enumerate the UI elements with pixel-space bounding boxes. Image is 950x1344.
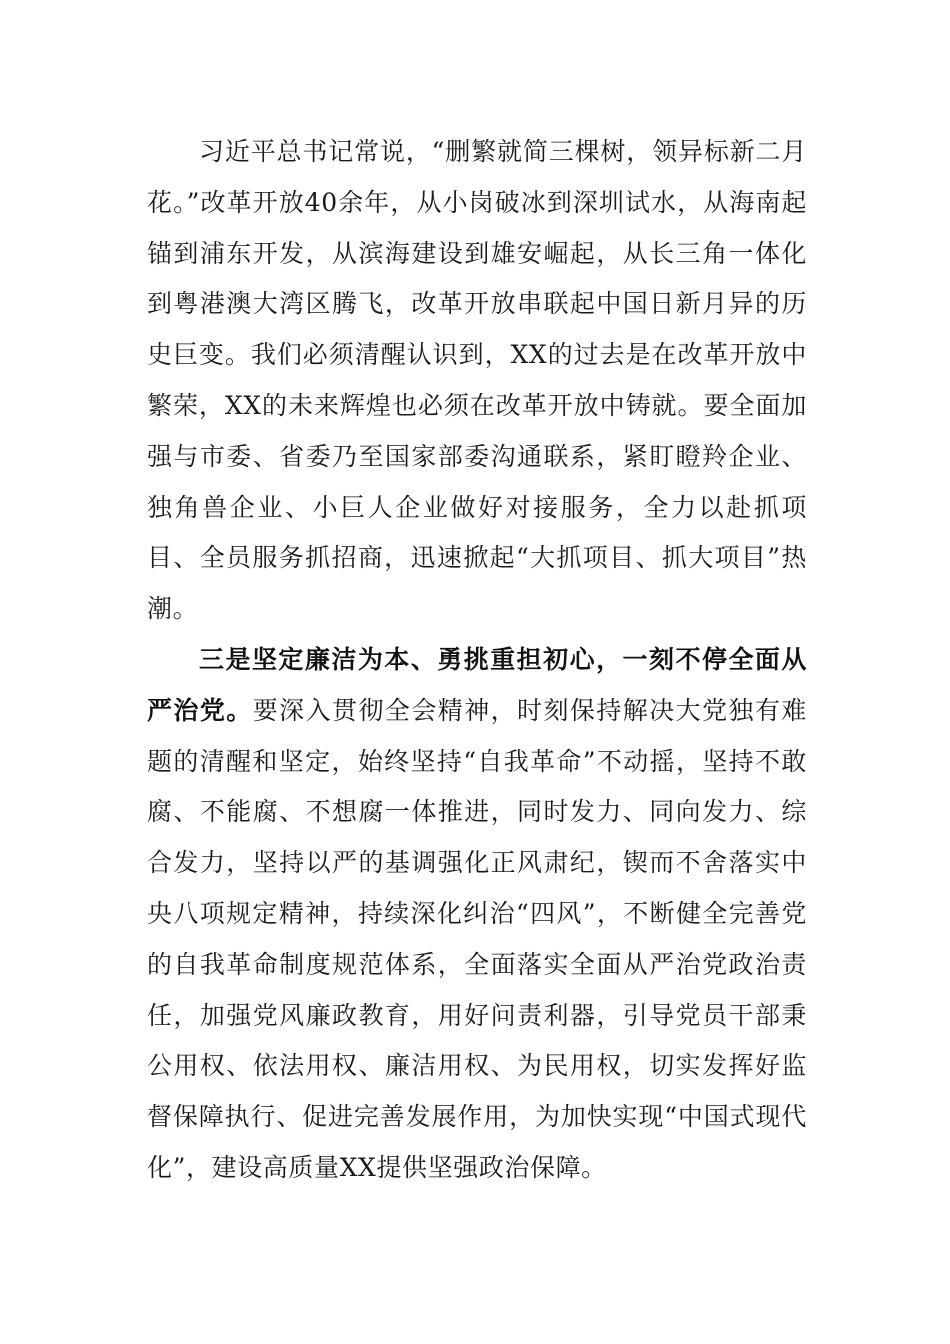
paragraph-text: 习近平总书记常说，“删繁就简三棵树，领异标新二月花。”改革开放40余年，从小岗破冰到深圳试水，从海南起锚到浦东开发，从滨海建设到雄安崛起，从长三角一体化到粤港澳大湾区腾飞，改革开放串联起中国日新月异的历史巨变。我们必须清醒认识到，XX的过去是在改革开放中繁荣，XX的未来辉煌也必须在改革开放中铸就。要全面加强与市委、省委乃至国家部委沟通联系，紧盯瞪羚企业、独角兽企业、小巨人企业做好对接服务，全力以赴抓项目、全员服务抓招商，迅速掀起“大抓项目、抓大项目”热潮。	[147, 137, 807, 624]
paragraph-text: 要深入贯彻全会精神，时刻保持解决大党独有难题的清醒和坚定，始终坚持“自我革命”不动摇，坚持不敢腐、不能腐、不想腐一体推进，同时发力、同向发力、综合发力，坚持以严的基调强化正风肃纪，锲而不舍落实中央八项规定精神，持续深化纠治“四风”，不断健全完善党的自我革命制度规范体系，全面落实全面从严治党政治责任，加强党风廉政教育，用好问责利器，引导党员干部秉公用权、依法用权、廉洁用权、为民用权，切实发挥好监督保障执行、促进完善发展作用，为加快实现“中国式现代化”，建设高质量XX提供坚强政治保障。	[147, 695, 807, 1182]
paragraph-lead-bold: 三是坚定廉洁为本、勇挑重担初心，一刻不停全面从严治党。	[147, 644, 807, 725]
document-body	[147, 127, 807, 1194]
paragraph-party-governance	[147, 635, 807, 1194]
paragraph-reform-opening	[147, 127, 807, 635]
